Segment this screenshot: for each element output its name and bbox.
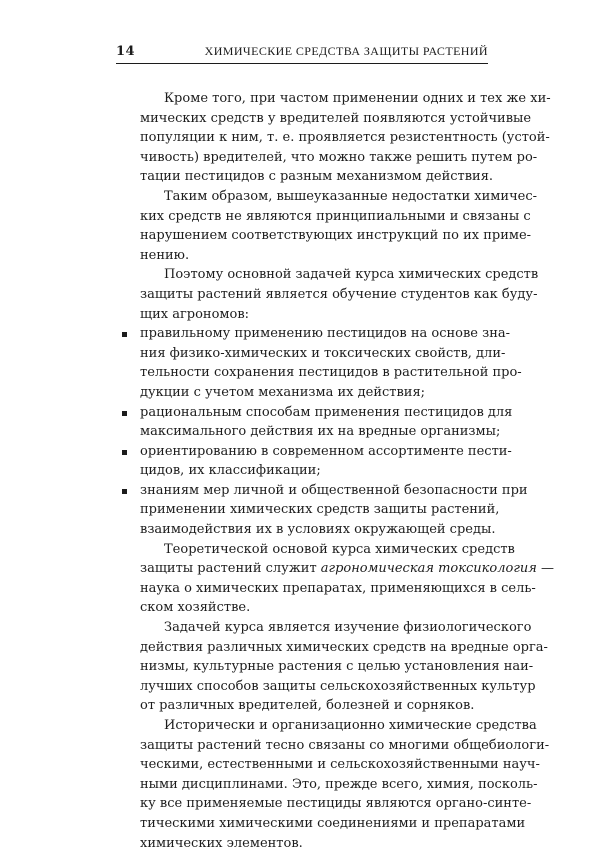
text-line: тельности сохранения пестицидов в растительной про- [140, 365, 522, 381]
square-bullet-icon [122, 411, 127, 416]
text-line: цидов, их классификации; [140, 463, 321, 479]
paragraph-toxicology [116, 540, 555, 618]
text-line: Исторически и организационно химические средства [164, 718, 537, 733]
text-line: ку все применяемые пестициды являются органо-синте- [140, 796, 532, 812]
text-run: защиты растений служит [140, 561, 321, 577]
text-line-with-emphasis [116, 559, 555, 579]
list-item [116, 442, 512, 481]
text-line: ском хозяйстве. [140, 600, 251, 616]
text-line: низмы, культурные растения с целью установления наи- [140, 659, 534, 675]
bullet-list [116, 324, 528, 540]
square-bullet-icon [122, 489, 127, 494]
text-line: химических элементов. [140, 835, 303, 851]
text-line: лучших способов защиты сельскохозяйственных культур [140, 678, 536, 694]
text-line: защиты растений является обучение студентов как буду- [140, 286, 538, 302]
text-line: Таким образом, вышеуказанные недостатки химичес- [164, 188, 538, 204]
text-line: Поэтому основной задачей курса химических средств [164, 267, 539, 283]
text-line: знаниям мер личной и общественной безопасности при [140, 482, 528, 498]
square-bullet-icon [122, 332, 127, 337]
list-item [116, 324, 522, 402]
header-rule [116, 63, 488, 64]
text-line: тическими химическими соединениями и препаратами [140, 815, 526, 831]
text-line: ными дисциплинами. Это, прежде всего, химия, посколь- [140, 776, 538, 792]
text-line: взаимодействия их в условиях окружающей среды. [140, 522, 496, 538]
text-line: Теоретической основой курса химических средств [164, 541, 515, 557]
square-bullet-icon [122, 450, 127, 455]
paragraph-drawbacks [116, 187, 538, 265]
paragraph-course-goal [116, 265, 539, 324]
text-line: рациональным способам применения пестицидов для [140, 404, 513, 420]
list-item [116, 403, 513, 442]
text-line: максимального действия их на вредные организмы; [140, 424, 501, 440]
paragraph-history [116, 716, 550, 853]
text-line: ориентированию в современном ассортименте пести- [140, 443, 512, 459]
text-run: — [536, 561, 555, 577]
text-line: чивость) вредителей, что можно также решить путем ро- [140, 149, 538, 165]
text-line: наука о химических препаратах, применяющихся в сель- [140, 580, 536, 596]
text-line: дукции с учетом механизма их действия; [140, 384, 426, 400]
text-line: от различных вредителей, болезней и сорняков. [140, 698, 475, 714]
text-line: защиты растений тесно связаны со многими общебиологи- [140, 737, 550, 753]
emphasized-term: агрономическая токсикология [320, 561, 537, 577]
body-text [116, 89, 555, 853]
page-number: 14 [116, 44, 136, 59]
text-line: ких средств не являются принципиальными и связаны с [140, 208, 531, 224]
text-line: действия различных химических средств на вредные орга- [140, 639, 548, 655]
page-header [116, 40, 488, 60]
list-item [116, 481, 528, 540]
text-line: тации пестицидов с разным механизмом действия. [140, 169, 494, 185]
text-line: нарушением соответствующих инструкций по их приме- [140, 228, 532, 244]
paragraph-resistance [116, 89, 551, 187]
text-line: Кроме того, при частом применении одних и тех же хи- [164, 91, 551, 106]
text-line: ческими, естественными и сельскохозяйственными науч- [140, 757, 540, 773]
text-line: Задачей курса является изучение физиологического [164, 620, 532, 636]
text-line: мических средств у вредителей появляются устойчивые [140, 110, 532, 126]
paragraph-course-task [116, 618, 548, 716]
text-line: популяции к ним, т. е. проявляется резистентность (устой- [140, 130, 550, 146]
text-line: ния физико-химических и токсических свойств, дли- [140, 345, 506, 361]
text-line: щих агрономов: [140, 306, 250, 322]
text-line: применении химических средств защиты растений, [140, 502, 500, 518]
running-head: ХИМИЧЕСКИЕ СРЕДСТВА ЗАЩИТЫ РАСТЕНИЙ [204, 44, 488, 58]
text-line: нению. [140, 247, 190, 263]
text-line: правильному применению пестицидов на основе зна- [140, 326, 511, 342]
